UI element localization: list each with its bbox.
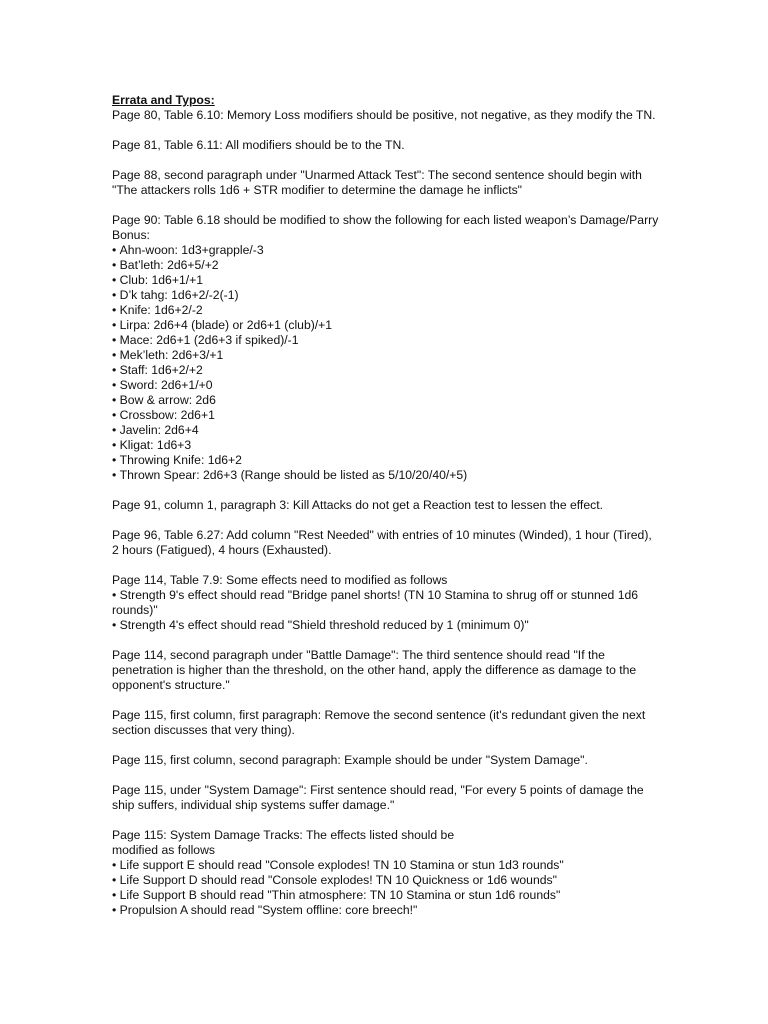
errata-page-114-table: [112, 573, 660, 633]
list-item: • Lirpa: 2d6+4 (blade) or 2d6+1 (club)/+1: [112, 318, 660, 333]
errata-page-91: Page 91, column 1, paragraph 3: Kill Attacks do not get a Reaction test to lessen the effect.: [112, 498, 603, 512]
errata-page-90-intro: Page 90: Table 6.18 should be modified to show the following for each listed weapon’s Damage/Parry Bonus:: [112, 213, 659, 242]
damage-tracks-line-1: Page 115: System Damage Tracks: The effects listed should be: [112, 828, 455, 842]
list-item: • Bat’leth: 2d6+5/+2: [112, 258, 660, 273]
errata-page-115-system-damage: Page 115, under "System Damage": First sentence should read, "For every 5 points of damage the ship suffers, individual ship systems suffer damage.": [112, 783, 644, 812]
errata-page-115-first-paragraph: Page 115, first column, first paragraph: Remove the second sentence (it's redundant given the next section discusses that very thing).: [112, 708, 646, 737]
list-item: • Staff: 1d6+2/+2: [112, 363, 660, 378]
list-item: • Mace: 2d6+1 (2d6+3 if spiked)/-1: [112, 333, 660, 348]
list-item: • Ahn-woon: 1d3+grapple/-3: [112, 243, 660, 258]
errata-title: Errata and Typos:: [112, 93, 215, 107]
errata-page-114-battle-damage: Page 114, second paragraph under "Battle Damage": The third sentence should read "If the penetration is higher than the threshold, on the other hand, apply the difference as damage to the opponent's structure.": [112, 648, 637, 692]
list-item: • Throwing Knife: 1d6+2: [112, 453, 660, 468]
list-item: • Mek’leth: 2d6+3/+1: [112, 348, 660, 363]
effects-list: [112, 588, 660, 633]
errata-content: [112, 93, 660, 918]
list-item: • Sword: 2d6+1/+0: [112, 378, 660, 393]
weapon-list: [112, 243, 660, 483]
list-item: • D’k tahg: 1d6+2/-2(-1): [112, 288, 660, 303]
list-item: • Bow & arrow: 2d6: [112, 393, 660, 408]
list-item: • Propulsion A should read "System offline: core breech!": [112, 903, 660, 918]
errata-page-114-intro: Page 114, Table 7.9: Some effects need to modified as follows: [112, 573, 448, 587]
list-item: • Life Support D should read "Console explodes! TN 10 Quickness or 1d6 wounds": [112, 873, 660, 888]
list-item: • Knife: 1d6+2/-2: [112, 303, 660, 318]
errata-page-115-second-paragraph: Page 115, first column, second paragraph: Example should be under "System Damage".: [112, 753, 588, 767]
errata-page-115-damage-tracks: [112, 828, 660, 918]
errata-page-81: Page 81, Table 6.11: All modifiers should be to the TN.: [112, 138, 405, 152]
list-item: • Thrown Spear: 2d6+3 (Range should be listed as 5/10/20/40/+5): [112, 468, 660, 483]
errata-page-90: [112, 213, 660, 483]
list-item: • Javelin: 2d6+4: [112, 423, 660, 438]
list-item: • Crossbow: 2d6+1: [112, 408, 660, 423]
damage-tracks-line-2: modified as follows: [112, 843, 215, 857]
list-item: • Strength 4's effect should read "Shield threshold reduced by 1 (minimum 0)": [112, 618, 660, 633]
list-item: • Club: 1d6+1/+1: [112, 273, 660, 288]
list-item: • Strength 9's effect should read "Bridge panel shorts! (TN 10 Stamina to shrug off or stunned 1d6 rounds)": [112, 588, 660, 618]
list-item: • Kligat: 1d6+3: [112, 438, 660, 453]
damage-tracks-list: [112, 858, 660, 918]
list-item: • Life Support B should read "Thin atmosphere: TN 10 Stamina or stun 1d6 rounds": [112, 888, 660, 903]
errata-page-80: Page 80, Table 6.10: Memory Loss modifiers should be positive, not negative, as they modify the TN.: [112, 108, 656, 122]
list-item: • Life support E should read "Console explodes! TN 10 Stamina or stun 1d3 rounds": [112, 858, 660, 873]
errata-page-88: Page 88, second paragraph under "Unarmed Attack Test": The second sentence should begin with "The attackers rolls 1d6 + STR modifier to determine the damage he inflicts": [112, 168, 642, 197]
errata-page-96: Page 96, Table 6.27: Add column "Rest Needed" with entries of 10 minutes (Winded), 1 hour (Tired), 2 hours (Fatigued), 4 hours (Exhausted).: [112, 528, 652, 557]
